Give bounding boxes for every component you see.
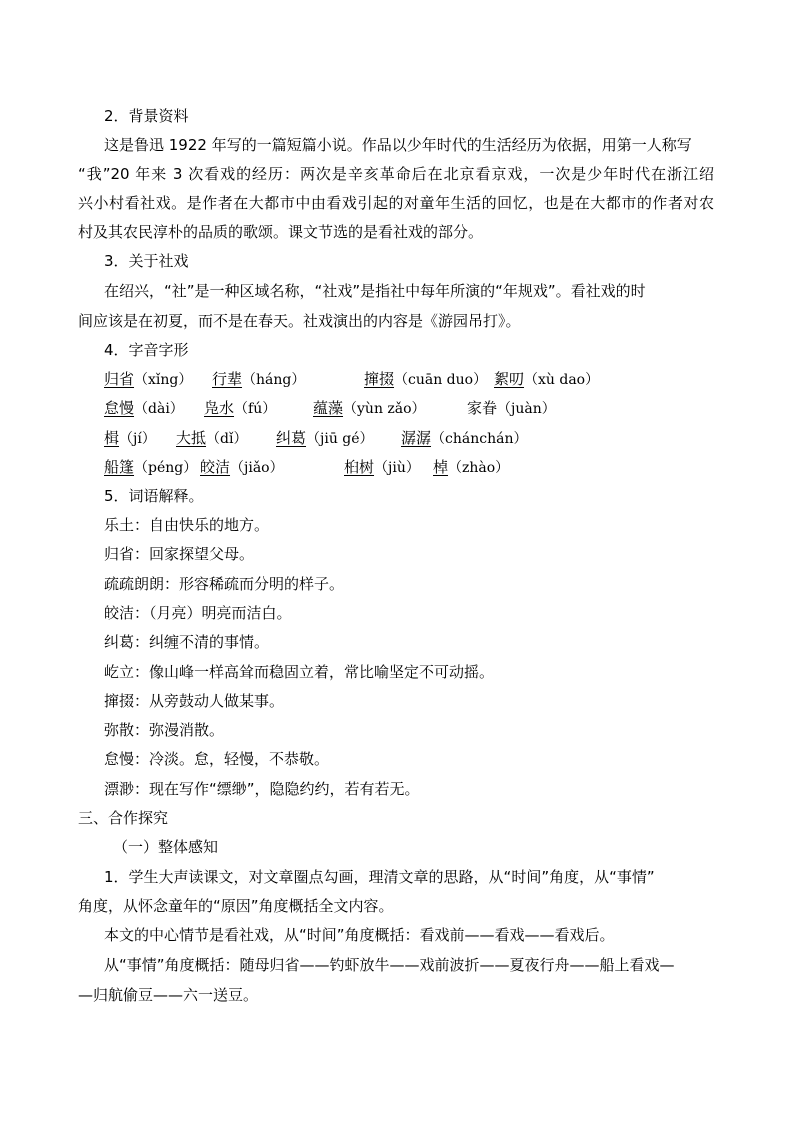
paragraph-line: 兴小村看社戏。是作者在大都市中由看戏引起的对童年生活的回忆，也是在大都市的作者对农: [78, 194, 714, 212]
vocab-entry: [104, 398, 184, 419]
vocab-word: 大抵: [176, 429, 207, 447]
paragraph-line: 间应该是在初夏，而不是在春天。社戏演出的内容是《游园吊打》。: [78, 312, 521, 330]
section-5-heading: 5．词语解释。: [104, 487, 204, 505]
definition-item: 怠慢：冷淡。怠，轻慢，不恭敬。: [104, 750, 330, 768]
vocab-word: 棹: [433, 458, 449, 476]
definition-item: 归省：回家探望父母。: [104, 545, 255, 563]
vocab-word: 蕴藻: [313, 399, 344, 417]
vocab-word: 船篷: [104, 458, 135, 476]
vocab-entry: [433, 457, 509, 478]
vocab-pinyin: （jí）: [119, 431, 156, 447]
vocab-entry: [212, 369, 305, 390]
paragraph-line: —归航偷豆——六一送豆。: [78, 986, 259, 1004]
vocab-entry: [494, 369, 599, 390]
paragraph-line: 在绍兴，“社”是一种区域名称，“社戏”是指社中每年所演的“年规戏”。看社戏的时: [104, 282, 646, 300]
vocab-word: 纠葛: [276, 429, 307, 447]
definition-item: 撺掇：从旁鼓动人做某事。: [104, 692, 285, 710]
vocab-entry: [276, 428, 374, 449]
vocab-pinyin: （juàn）: [497, 401, 556, 417]
vocab-entry: [104, 428, 156, 449]
paragraph-line: 这是鲁迅 1922 年写的一篇短篇小说。作品以少年时代的生活经历为依据，用第一人称写: [104, 136, 692, 154]
vocab-word: 家眷: [467, 399, 498, 417]
vocab-entry: [204, 398, 276, 419]
vocab-word: 楫: [104, 429, 120, 447]
definition-item: 漂渺：现在写作“缥缈”，隐隐约约，若有若无。: [104, 780, 420, 798]
paragraph-line: 本文的中心情节是看社戏，从“时间”角度概括：看戏前——看戏——看戏后。: [104, 926, 615, 944]
vocab-entry: [344, 457, 420, 478]
vocab-pinyin: （zhào）: [448, 460, 510, 476]
vocab-pinyin: （jiǎo）: [230, 460, 284, 476]
paragraph-line: 1．学生大声读课文，对文章圈点勾画，理清文章的思路，从“时间”角度，从“事情”: [104, 868, 655, 886]
vocab-word: 归省: [104, 370, 135, 388]
vocab-word: 行辈: [212, 370, 243, 388]
vocab-pinyin: （péng）: [134, 460, 198, 476]
section-2-heading: 2．背景资料: [104, 107, 189, 125]
vocab-entry: [467, 398, 556, 419]
vocab-entry: [401, 428, 527, 449]
definition-item: 疏疏朗朗：形容稀疏而分明的样子。: [104, 575, 345, 593]
vocab-word: 凫水: [204, 399, 235, 417]
vocab-entry: [104, 369, 192, 390]
vocab-pinyin: （fú）: [234, 401, 277, 417]
paragraph-line: 从“事情”角度概括：随母归省——钓虾放牛——戏前波折——夏夜行舟——船上看戏—: [104, 956, 675, 974]
vocab-word: 怠慢: [104, 399, 135, 417]
vocab-pinyin: （chánchán）: [431, 431, 528, 447]
vocab-word: 絮叨: [494, 370, 525, 388]
vocab-pinyin: （cuān duo）: [394, 372, 488, 388]
vocab-pinyin: （jiù）: [374, 460, 420, 476]
definition-item: 纠葛：纠缠不清的事情。: [104, 633, 270, 651]
section-4-heading: 4．字音字形: [104, 341, 189, 359]
paragraph-line: 村及其农民淳朴的品质的歌颂。课文节选的是看社戏的部分。: [78, 223, 484, 241]
vocab-word: 潺潺: [401, 429, 432, 447]
vocab-pinyin: （dài）: [134, 401, 184, 417]
vocab-pinyin: （xù dao）: [524, 372, 600, 388]
paragraph-line: “我”20 年来 3 次看戏的经历：两次是辛亥革命后在北京看京戏，一次是少年时代在浙江绍: [78, 165, 714, 183]
definition-item: 皎洁：（月亮）明亮而洁白。: [104, 604, 292, 622]
subheading-overview: （一）整体感知: [113, 838, 219, 856]
part-3-heading: 三、合作探究: [78, 809, 169, 827]
vocab-entry: [313, 398, 426, 419]
vocab-entry: [200, 457, 284, 478]
vocab-entry: [104, 457, 197, 478]
vocab-entry: [176, 428, 247, 449]
vocab-pinyin: （jiū gé）: [306, 431, 374, 447]
definition-item: 屹立：像山峰一样高耸而稳固立着，常比喻坚定不可动摇。: [104, 663, 495, 681]
vocab-word: 撺掇: [364, 370, 395, 388]
vocab-pinyin: （yùn zǎo）: [343, 401, 426, 417]
definition-item: 乐土：自由快乐的地方。: [104, 516, 270, 534]
vocab-pinyin: （xǐng）: [134, 372, 193, 388]
vocab-pinyin: （háng）: [242, 372, 306, 388]
vocab-word: 皎洁: [200, 458, 231, 476]
vocab-pinyin: （dǐ）: [206, 431, 248, 447]
vocab-entry: [364, 369, 487, 390]
paragraph-line: 角度，从怀念童年的“原因”角度概括全文内容。: [78, 897, 394, 915]
vocab-word: 桕树: [344, 458, 375, 476]
section-3-heading: 3．关于社戏: [104, 252, 189, 270]
definition-item: 弥散：弥漫消散。: [104, 721, 225, 739]
